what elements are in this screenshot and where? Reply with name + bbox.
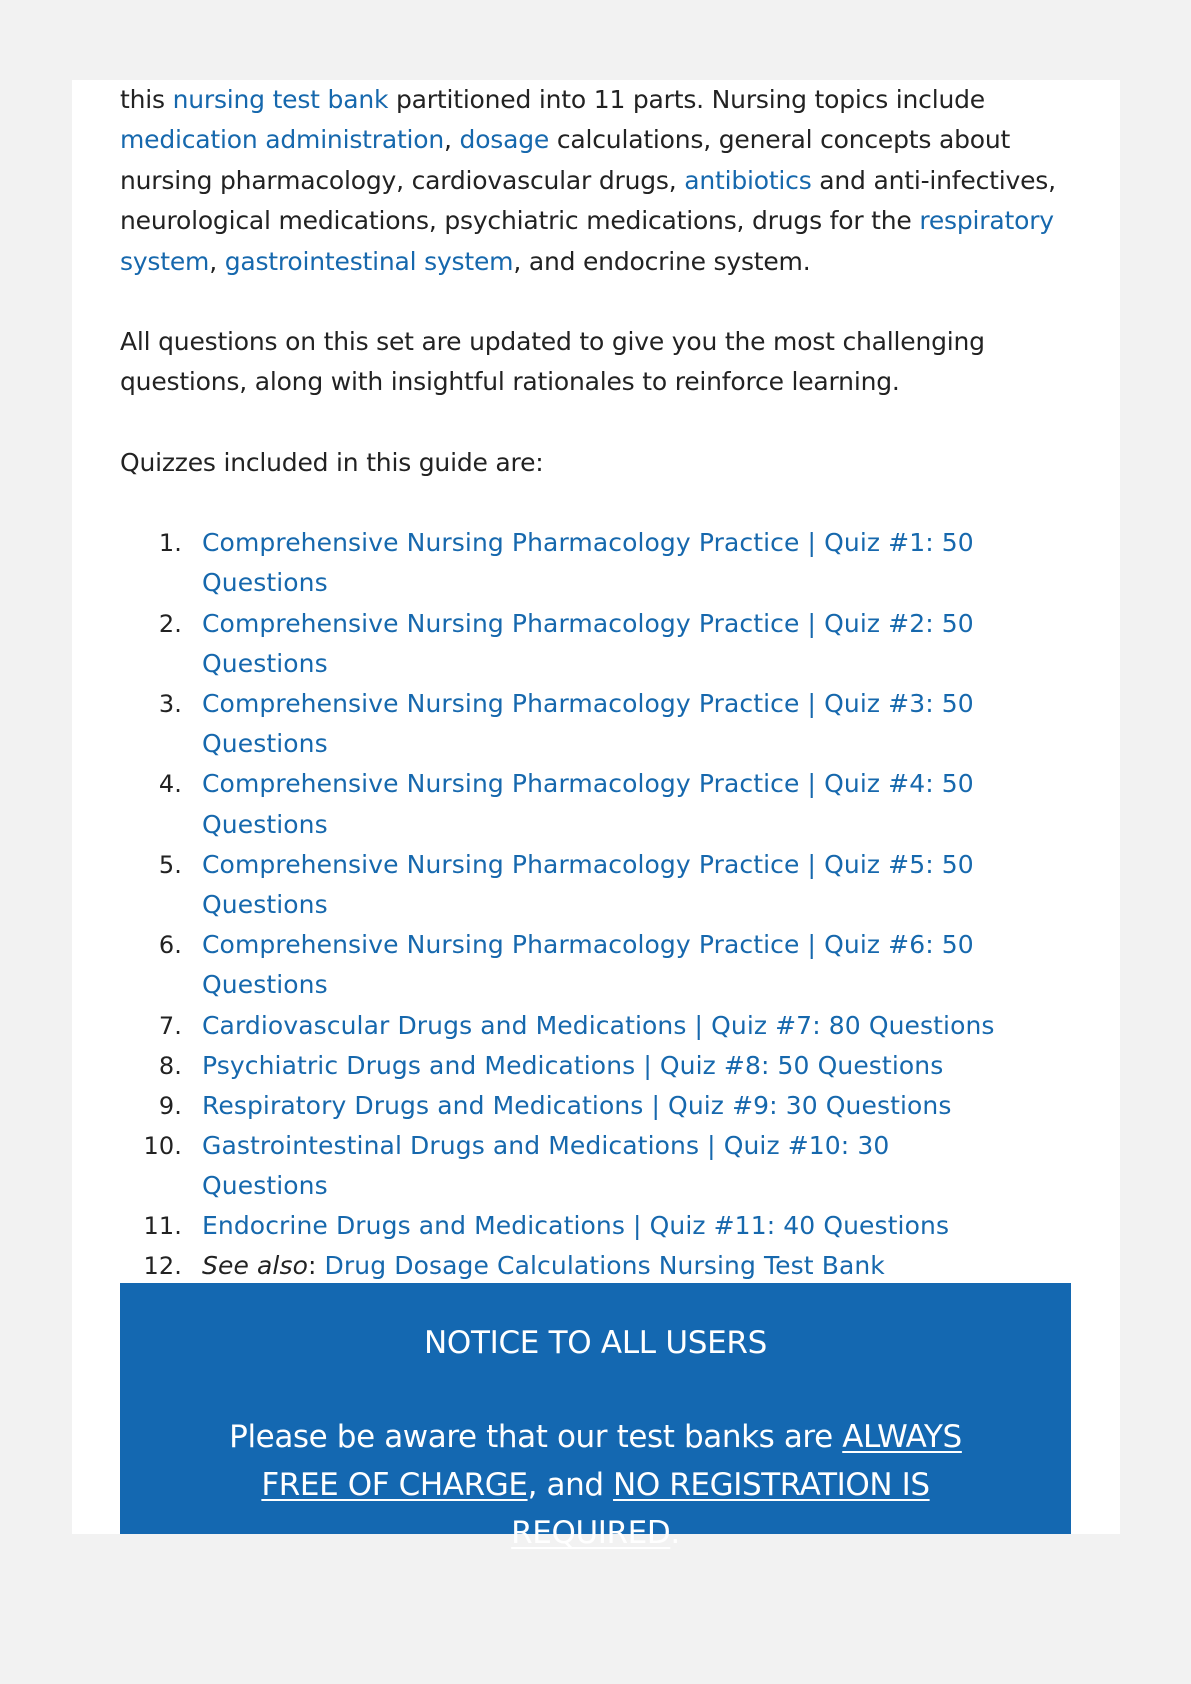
list-item-see-also — [120, 1246, 1022, 1286]
notice-title: NOTICE TO ALL USERS — [423, 1325, 768, 1361]
list-number: 12. — [143, 1251, 182, 1280]
nursing-test-bank-link[interactable]: nursing test bank — [172, 85, 389, 114]
notice-body — [200, 1413, 991, 1557]
list-item — [120, 1126, 1022, 1206]
notice-text-3: . — [670, 1515, 680, 1551]
quiz-2-link[interactable]: Comprehensive Nursing Pharmacology Practice | Quiz #2: 50 Questions — [202, 608, 974, 678]
list-item — [120, 925, 1022, 1005]
list-number: 6. — [158, 931, 182, 960]
list-item — [120, 604, 1022, 684]
list-number: 10. — [143, 1131, 182, 1160]
quiz-7-link[interactable]: Cardiovascular Drugs and Medications | Quiz #7: 80 Questions — [202, 1010, 995, 1040]
intro-paragraph — [120, 80, 1080, 282]
quiz-11-link[interactable]: Endocrine Drugs and Medications | Quiz #11: 40 Questions — [202, 1210, 950, 1240]
notice-text-2: , and — [527, 1467, 614, 1503]
respiratory-system-link[interactable]: respiratory system — [120, 206, 1054, 276]
article-content — [120, 80, 1080, 1286]
see-also-label: See also — [202, 1250, 308, 1280]
notice-text-1: Please be aware that our test banks are — [229, 1419, 843, 1455]
gastrointestinal-system-link[interactable]: gastrointestinal system — [224, 246, 514, 276]
intro-text-6: , — [209, 246, 225, 276]
quiz-1-link[interactable]: Comprehensive Nursing Pharmacology Practice | Quiz #1: 50 Questions — [202, 528, 974, 598]
intro-text-7: , and endocrine system. — [513, 246, 811, 276]
list-number: 9. — [158, 1091, 182, 1120]
updated-questions-paragraph: All questions on this set are updated to give you the most challenging questions, along with insightful rationales to reinforce learning. — [120, 327, 985, 397]
quiz-9-link[interactable]: Respiratory Drugs and Medications | Quiz #9: 30 Questions — [202, 1090, 952, 1120]
intro-text-5: and anti-infectives, neurological medications, psychiatric medications, drugs for the — [120, 165, 1056, 236]
list-item — [120, 764, 1022, 844]
drug-dosage-test-bank-link[interactable]: Drug Dosage Calculations Nursing Test Bank — [324, 1250, 885, 1280]
antibiotics-link[interactable]: antibiotics — [684, 165, 812, 195]
list-number: 4. — [158, 770, 182, 799]
list-number: 7. — [158, 1011, 182, 1040]
quiz-8-link[interactable]: Psychiatric Drugs and Medications | Quiz #8: 50 Questions — [202, 1050, 944, 1080]
list-number: 2. — [158, 609, 182, 638]
quiz-4-link[interactable]: Comprehensive Nursing Pharmacology Practice | Quiz #4: 50 Questions — [202, 769, 974, 839]
page-sheet — [72, 80, 1120, 1551]
no-registration-text: NO REGISTRATION IS REQUIRED — [511, 1467, 930, 1551]
list-item — [120, 845, 1022, 925]
quizzes-heading: Quizzes included in this guide are: — [120, 447, 544, 477]
list-number: 11. — [143, 1211, 182, 1240]
intro-text-2: partitioned into 11 parts. Nursing topics include — [388, 85, 985, 114]
list-item — [120, 1046, 1022, 1086]
quiz-5-link[interactable]: Comprehensive Nursing Pharmacology Practice | Quiz #5: 50 Questions — [202, 849, 974, 920]
see-also-separator: : — [307, 1250, 325, 1280]
quiz-3-link[interactable]: Comprehensive Nursing Pharmacology Practice | Quiz #3: 50 Questions — [202, 689, 974, 759]
quiz-6-link[interactable]: Comprehensive Nursing Pharmacology Practice | Quiz #6: 50 Questions — [202, 930, 974, 1000]
list-item — [120, 684, 1022, 764]
quiz-10-link[interactable]: Gastrointestinal Drugs and Medications | Quiz #10: 30 Questions — [202, 1130, 890, 1200]
list-item — [120, 1206, 1022, 1246]
list-number: 8. — [158, 1051, 182, 1080]
intro-text-3: , — [444, 125, 460, 155]
list-item — [120, 1086, 1022, 1126]
notice-banner — [120, 1283, 1071, 1551]
list-item — [120, 523, 1022, 603]
list-number: 3. — [158, 690, 182, 719]
medication-administration-link[interactable]: medication administration — [120, 125, 445, 155]
intro-text-1: this — [120, 85, 173, 114]
quiz-list — [120, 523, 1080, 1285]
list-number: 5. — [158, 850, 182, 879]
intro-text-4: calculations, general concepts about nursing pharmacology, cardiovascular drugs, — [120, 125, 1011, 195]
list-item — [120, 1006, 1022, 1046]
always-free-text: ALWAYS FREE OF CHARGE — [261, 1419, 962, 1503]
dosage-link[interactable]: dosage — [459, 125, 550, 155]
list-number: 1. — [158, 529, 182, 558]
